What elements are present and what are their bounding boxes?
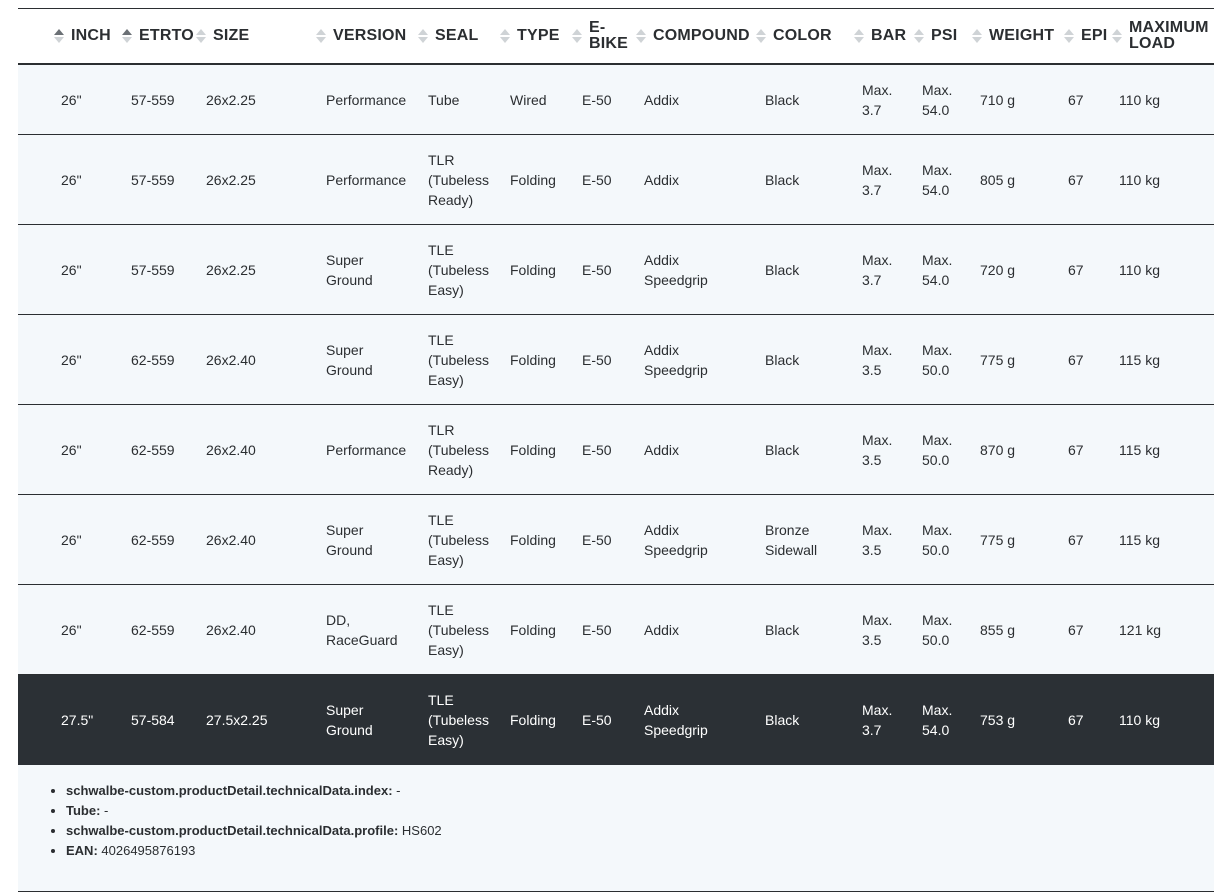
cell-epi: 67 bbox=[1068, 91, 1084, 108]
sort-down-icon bbox=[1064, 37, 1074, 43]
cell-ebike: E-50 bbox=[582, 91, 612, 108]
sort-icon[interactable] bbox=[1064, 29, 1074, 43]
cell-epi: 67 bbox=[1068, 531, 1084, 548]
cell-psi: Max. 54.0 bbox=[922, 81, 953, 118]
cell-ebike: E-50 bbox=[582, 261, 612, 278]
cell-inch: 27.5" bbox=[61, 712, 94, 728]
table-row[interactable] bbox=[18, 675, 1214, 765]
cell-color: Black bbox=[765, 621, 800, 638]
cell-bar: Max. 3.7 bbox=[862, 81, 893, 118]
sort-up-icon bbox=[1112, 29, 1122, 35]
column-header-bar[interactable] bbox=[854, 9, 906, 63]
detail-item bbox=[66, 841, 1214, 861]
cell-compound: Addix Speedgrip bbox=[644, 521, 708, 558]
cell-weight: 805 g bbox=[980, 171, 1016, 188]
column-header-label: E- BIKE bbox=[589, 19, 629, 52]
sort-up-icon bbox=[1064, 29, 1074, 35]
cell-ebike: E-50 bbox=[582, 531, 612, 548]
column-header-type[interactable] bbox=[500, 9, 560, 63]
column-header-psi[interactable] bbox=[914, 9, 957, 63]
table-row[interactable] bbox=[18, 65, 1214, 135]
column-header-inch[interactable] bbox=[54, 9, 111, 63]
table-row[interactable] bbox=[18, 405, 1214, 495]
sort-up-icon bbox=[972, 29, 982, 35]
cell-seal: TLE (Tubeless Easy) bbox=[428, 241, 489, 298]
cell-bar: Max. 3.7 bbox=[862, 251, 893, 288]
cell-version: Super Ground bbox=[326, 521, 373, 558]
cell-bar: Max. 3.5 bbox=[862, 431, 893, 468]
column-header-epi[interactable] bbox=[1064, 9, 1107, 63]
cell-epi: 67 bbox=[1068, 621, 1084, 638]
cell-seal: Tube bbox=[428, 91, 460, 108]
sort-down-icon bbox=[914, 37, 924, 43]
detail-label: schwalbe-custom.productDetail.technicalData.profile: bbox=[66, 823, 399, 838]
cell-bar: Max. 3.5 bbox=[862, 521, 893, 558]
sort-up-icon bbox=[54, 29, 64, 35]
cell-color: Black bbox=[765, 91, 800, 108]
cell-version: Performance bbox=[326, 171, 407, 188]
cell-load: 110 kg bbox=[1119, 261, 1160, 278]
table-row[interactable] bbox=[18, 315, 1214, 405]
sort-icon[interactable] bbox=[972, 29, 982, 43]
cell-version: Super Ground bbox=[326, 251, 373, 288]
cell-epi: 67 bbox=[1068, 171, 1084, 188]
cell-etrto: 57-584 bbox=[131, 712, 175, 728]
column-header-label: SEAL bbox=[435, 27, 479, 44]
cell-bar: Max. 3.7 bbox=[862, 702, 893, 738]
cell-size: 26x2.40 bbox=[206, 441, 256, 458]
column-header-etrto[interactable] bbox=[122, 9, 194, 63]
sort-up-icon bbox=[756, 29, 766, 35]
detail-value: - bbox=[100, 803, 109, 818]
column-header-seal[interactable] bbox=[418, 9, 478, 63]
cell-load: 110 kg bbox=[1119, 91, 1160, 108]
cell-ebike: E-50 bbox=[582, 712, 612, 728]
detail-value: HS602 bbox=[398, 823, 442, 838]
cell-compound: Addix Speedgrip bbox=[644, 341, 708, 378]
sort-icon[interactable] bbox=[756, 29, 766, 43]
table-body bbox=[18, 65, 1214, 765]
cell-etrto: 57-559 bbox=[131, 261, 175, 278]
cell-epi: 67 bbox=[1068, 351, 1084, 368]
cell-ebike: E-50 bbox=[582, 351, 612, 368]
sort-down-icon bbox=[316, 37, 326, 43]
column-header-label: MAXIMUM LOAD bbox=[1129, 19, 1209, 52]
sort-down-icon bbox=[196, 37, 206, 43]
cell-color: Black bbox=[765, 712, 800, 728]
sort-down-icon bbox=[122, 37, 132, 43]
column-header-version[interactable] bbox=[316, 9, 406, 63]
cell-type: Folding bbox=[510, 261, 556, 278]
column-header-label: COLOR bbox=[773, 27, 832, 44]
column-header-label: PSI bbox=[931, 27, 958, 44]
cell-inch: 26" bbox=[61, 531, 82, 548]
column-header-label: INCH bbox=[71, 27, 111, 44]
table-row[interactable] bbox=[18, 225, 1214, 315]
cell-load: 115 kg bbox=[1119, 351, 1160, 368]
detail-label: Tube: bbox=[66, 803, 101, 818]
sort-down-icon bbox=[756, 37, 766, 43]
table-header bbox=[18, 8, 1214, 65]
cell-size: 26x2.25 bbox=[206, 261, 256, 278]
cell-type: Folding bbox=[510, 531, 556, 548]
cell-color: Black bbox=[765, 351, 800, 368]
column-header-label: TYPE bbox=[517, 27, 560, 44]
sort-down-icon bbox=[54, 37, 64, 43]
cell-epi: 67 bbox=[1068, 261, 1084, 278]
cell-psi: Max. 54.0 bbox=[922, 251, 953, 288]
cell-type: Folding bbox=[510, 351, 556, 368]
column-header-weight[interactable] bbox=[972, 9, 1054, 63]
cell-weight: 775 g bbox=[980, 351, 1016, 368]
cell-size: 26x2.40 bbox=[206, 351, 256, 368]
cell-compound: Addix Speedgrip bbox=[644, 702, 708, 738]
sort-icon[interactable] bbox=[196, 29, 206, 43]
cell-inch: 26" bbox=[61, 261, 82, 278]
column-header-label: ETRTO bbox=[139, 27, 194, 44]
detail-item bbox=[66, 781, 1214, 801]
cell-version: Performance bbox=[326, 91, 407, 108]
sort-up-icon bbox=[196, 29, 206, 35]
cell-ebike: E-50 bbox=[582, 621, 612, 638]
detail-item bbox=[66, 821, 1214, 841]
cell-seal: TLR (Tubeless Ready) bbox=[428, 421, 489, 478]
cell-seal: TLE (Tubeless Easy) bbox=[428, 331, 489, 388]
cell-seal: TLE (Tubeless Easy) bbox=[428, 601, 489, 658]
cell-compound: Addix bbox=[644, 621, 680, 638]
tech-data-table bbox=[18, 8, 1214, 892]
column-header-ebike[interactable] bbox=[572, 9, 628, 63]
sort-icon[interactable] bbox=[316, 29, 326, 43]
cell-psi: Max. 54.0 bbox=[922, 702, 953, 738]
cell-weight: 720 g bbox=[980, 261, 1016, 278]
cell-psi: Max. 50.0 bbox=[922, 431, 953, 468]
cell-epi: 67 bbox=[1068, 441, 1084, 458]
sort-up-icon bbox=[854, 29, 864, 35]
cell-ebike: E-50 bbox=[582, 171, 612, 188]
cell-inch: 26" bbox=[61, 171, 82, 188]
sort-down-icon bbox=[854, 37, 864, 43]
cell-size: 26x2.40 bbox=[206, 531, 256, 548]
cell-seal: TLE (Tubeless Easy) bbox=[428, 692, 489, 748]
cell-version: Performance bbox=[326, 441, 407, 458]
sort-icon[interactable] bbox=[572, 29, 582, 43]
cell-etrto: 62-559 bbox=[131, 531, 175, 548]
detail-value: 4026495876193 bbox=[97, 843, 196, 858]
cell-load: 115 kg bbox=[1119, 441, 1160, 458]
cell-weight: 753 g bbox=[980, 712, 1016, 728]
sort-icon[interactable] bbox=[1112, 29, 1122, 43]
cell-compound: Addix bbox=[644, 91, 680, 108]
cell-weight: 775 g bbox=[980, 531, 1016, 548]
cell-color: Black bbox=[765, 441, 800, 458]
column-header-label: EPI bbox=[1081, 27, 1108, 44]
cell-seal: TLR (Tubeless Ready) bbox=[428, 151, 489, 208]
cell-version: Super Ground bbox=[326, 341, 373, 378]
sort-up-icon bbox=[418, 29, 428, 35]
cell-bar: Max. 3.5 bbox=[862, 611, 893, 648]
column-header-label: SIZE bbox=[213, 27, 250, 44]
sort-down-icon bbox=[636, 37, 646, 43]
sort-icon[interactable] bbox=[636, 29, 646, 43]
sort-icon[interactable] bbox=[54, 29, 64, 43]
cell-type: Folding bbox=[510, 441, 556, 458]
sort-up-icon bbox=[316, 29, 326, 35]
column-header-label: WEIGHT bbox=[989, 27, 1055, 44]
cell-load: 121 kg bbox=[1119, 621, 1162, 638]
cell-weight: 855 g bbox=[980, 621, 1016, 638]
cell-color: Black bbox=[765, 261, 800, 278]
detail-item bbox=[66, 801, 1214, 821]
sort-icon[interactable] bbox=[122, 29, 132, 43]
sort-up-icon bbox=[500, 29, 510, 35]
cell-compound: Addix bbox=[644, 441, 680, 458]
cell-load: 110 kg bbox=[1119, 712, 1160, 728]
cell-etrto: 62-559 bbox=[131, 621, 175, 638]
cell-size: 26x2.40 bbox=[206, 621, 256, 638]
cell-version: Super Ground bbox=[326, 702, 373, 738]
cell-load: 110 kg bbox=[1119, 171, 1160, 188]
table-row[interactable] bbox=[18, 495, 1214, 585]
table-row[interactable] bbox=[18, 135, 1214, 225]
column-header-label: BAR bbox=[871, 27, 907, 44]
cell-type: Folding bbox=[510, 171, 556, 188]
cell-inch: 26" bbox=[61, 91, 82, 108]
cell-bar: Max. 3.5 bbox=[862, 341, 893, 378]
cell-type: Wired bbox=[510, 91, 547, 108]
cell-inch: 26" bbox=[61, 351, 82, 368]
detail-label: schwalbe-custom.productDetail.technicalData.index: bbox=[66, 783, 393, 798]
cell-etrto: 57-559 bbox=[131, 171, 175, 188]
cell-seal: TLE (Tubeless Easy) bbox=[428, 511, 489, 568]
cell-psi: Max. 50.0 bbox=[922, 521, 953, 558]
sort-icon[interactable] bbox=[500, 29, 510, 43]
cell-weight: 710 g bbox=[980, 91, 1016, 108]
sort-icon[interactable] bbox=[914, 29, 924, 43]
sort-up-icon bbox=[636, 29, 646, 35]
cell-color: Black bbox=[765, 171, 800, 188]
cell-epi: 67 bbox=[1068, 712, 1084, 728]
details-list bbox=[18, 765, 1214, 861]
cell-color: Bronze Sidewall bbox=[765, 521, 818, 558]
sort-down-icon bbox=[572, 37, 582, 43]
cell-type: Folding bbox=[510, 621, 556, 638]
column-header-load[interactable] bbox=[1112, 9, 1209, 63]
row-details bbox=[18, 765, 1214, 892]
cell-version: DD, RaceGuard bbox=[326, 611, 398, 648]
column-header-color[interactable] bbox=[756, 9, 832, 63]
cell-load: 115 kg bbox=[1119, 531, 1160, 548]
sort-icon[interactable] bbox=[418, 29, 428, 43]
sort-down-icon bbox=[1112, 37, 1122, 43]
cell-weight: 870 g bbox=[980, 441, 1016, 458]
cell-etrto: 62-559 bbox=[131, 351, 175, 368]
cell-type: Folding bbox=[510, 712, 556, 728]
cell-inch: 26" bbox=[61, 621, 82, 638]
column-header-label: VERSION bbox=[333, 27, 407, 44]
detail-label: EAN: bbox=[66, 843, 98, 858]
column-header-size[interactable] bbox=[196, 9, 249, 63]
cell-compound: Addix bbox=[644, 171, 680, 188]
cell-psi: Max. 50.0 bbox=[922, 611, 953, 648]
cell-size: 26x2.25 bbox=[206, 171, 256, 188]
sort-up-icon bbox=[914, 29, 924, 35]
cell-ebike: E-50 bbox=[582, 441, 612, 458]
cell-etrto: 62-559 bbox=[131, 441, 175, 458]
cell-size: 27.5x2.25 bbox=[206, 712, 268, 728]
cell-psi: Max. 54.0 bbox=[922, 161, 953, 198]
sort-icon[interactable] bbox=[854, 29, 864, 43]
sort-up-icon bbox=[572, 29, 582, 35]
sort-down-icon bbox=[418, 37, 428, 43]
detail-value: - bbox=[392, 783, 401, 798]
column-header-compound[interactable] bbox=[636, 9, 750, 63]
table-row[interactable] bbox=[18, 585, 1214, 675]
cell-bar: Max. 3.7 bbox=[862, 161, 893, 198]
sort-down-icon bbox=[500, 37, 510, 43]
sort-down-icon bbox=[972, 37, 982, 43]
cell-etrto: 57-559 bbox=[131, 91, 175, 108]
cell-compound: Addix Speedgrip bbox=[644, 251, 708, 288]
sort-up-icon bbox=[122, 29, 132, 35]
cell-size: 26x2.25 bbox=[206, 91, 256, 108]
cell-inch: 26" bbox=[61, 441, 82, 458]
column-header-label: COMPOUND bbox=[653, 27, 750, 44]
cell-psi: Max. 50.0 bbox=[922, 341, 953, 378]
